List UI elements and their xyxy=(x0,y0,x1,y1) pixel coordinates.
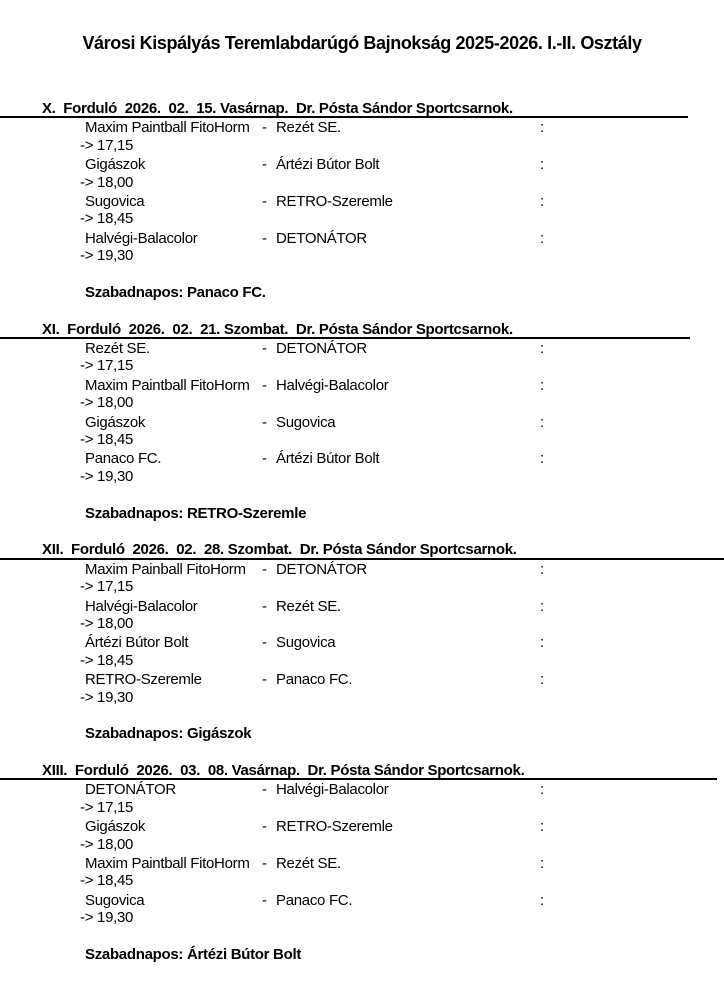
match-time: -> 18,45 xyxy=(80,872,134,890)
round-section-xii xyxy=(0,541,724,743)
home-team: Maxim Paintball FitoHorm xyxy=(85,855,250,873)
score-colon: : xyxy=(540,634,544,652)
match-time: -> 19,30 xyxy=(80,467,134,485)
match-time: -> 18,00 xyxy=(80,394,134,412)
match-row xyxy=(0,560,724,578)
match-time: -> 18,00 xyxy=(80,835,134,853)
home-team: RETRO-Szeremle xyxy=(85,671,202,689)
match-time: -> 18,00 xyxy=(80,614,134,632)
document-title: Városi Kispályás Teremlabdarúgó Bajnokság 2025-2026. I.-II. Osztály xyxy=(82,33,642,53)
round-header: XIII. Forduló 2026. 03. 08. Vasárnap. Dr. Pósta Sándor Sportcsarnok. xyxy=(0,762,717,780)
round-section-xi xyxy=(0,321,724,523)
round-header: XII. Forduló 2026. 02. 28. Szombat. Dr. Pósta Sándor Sportcsarnok. xyxy=(0,541,724,559)
away-team: DETONÁTOR xyxy=(276,340,367,358)
match-row xyxy=(0,449,724,467)
match-row xyxy=(0,633,724,651)
match-time: -> 17,15 xyxy=(80,578,134,596)
score-colon: : xyxy=(540,156,544,174)
home-team: Panaco FC. xyxy=(85,450,162,468)
home-team: Gigászok xyxy=(85,413,146,431)
home-team: Gigászok xyxy=(85,818,146,836)
home-team: Maxim Paintball FitoHorm xyxy=(85,119,250,137)
match-row xyxy=(0,854,724,872)
score-colon: : xyxy=(540,450,544,468)
team-separator: - xyxy=(262,560,267,578)
team-separator: - xyxy=(262,340,267,358)
team-separator: - xyxy=(262,450,267,468)
match-time: -> 18,00 xyxy=(80,173,134,191)
round-section-xiii xyxy=(0,762,724,964)
score-colon: : xyxy=(540,597,544,615)
match-row xyxy=(0,413,724,431)
home-team: Maxim Painball FitoHorm xyxy=(85,560,246,578)
match-row xyxy=(0,192,724,210)
score-colon: : xyxy=(540,229,544,247)
score-colon: : xyxy=(540,560,544,578)
match-row xyxy=(0,670,724,688)
match-row xyxy=(0,780,724,798)
match-time: -> 17,15 xyxy=(80,357,134,375)
match-row xyxy=(0,597,724,615)
home-team: Sugovica xyxy=(85,192,145,210)
home-team: Halvégi-Balacolor xyxy=(85,229,198,247)
score-colon: : xyxy=(540,818,544,836)
team-separator: - xyxy=(262,891,267,909)
match-row xyxy=(0,376,724,394)
away-team: Sugovica xyxy=(276,413,336,431)
score-colon: : xyxy=(540,781,544,799)
match-time: -> 18,45 xyxy=(80,651,134,669)
team-separator: - xyxy=(262,192,267,210)
away-team: Rezét SE. xyxy=(276,597,341,615)
away-team: Panaco FC. xyxy=(276,671,353,689)
match-row xyxy=(0,817,724,835)
score-colon: : xyxy=(540,413,544,431)
away-team: Halvégi-Balacolor xyxy=(276,781,389,799)
score-colon: : xyxy=(540,891,544,909)
round-header: XI. Forduló 2026. 02. 21. Szombat. Dr. Pósta Sándor Sportcsarnok. xyxy=(0,321,690,339)
home-team: Rezét SE. xyxy=(85,340,150,358)
home-team: Maxim Paintball FitoHorm xyxy=(85,376,250,394)
score-colon: : xyxy=(540,376,544,394)
team-separator: - xyxy=(262,781,267,799)
home-team: Sugovica xyxy=(85,891,145,909)
rest-day-note: Szabadnapos: Ártézi Bútor Bolt xyxy=(85,945,302,963)
team-separator: - xyxy=(262,855,267,873)
match-row xyxy=(0,229,724,247)
score-colon: : xyxy=(540,119,544,137)
away-team: DETONÁTOR xyxy=(276,560,367,578)
team-separator: - xyxy=(262,229,267,247)
rest-day-note: Szabadnapos: Panaco FC. xyxy=(85,283,266,301)
away-team: RETRO-Szeremle xyxy=(276,192,393,210)
home-team: Halvégi-Balacolor xyxy=(85,597,198,615)
score-colon: : xyxy=(540,340,544,358)
away-team: Rezét SE. xyxy=(276,855,341,873)
team-separator: - xyxy=(262,156,267,174)
away-team: Halvégi-Balacolor xyxy=(276,376,389,394)
away-team: Ártézi Bútor Bolt xyxy=(276,450,380,468)
home-team: DETONÁTOR xyxy=(85,781,176,799)
round-header: X. Forduló 2026. 02. 15. Vasárnap. Dr. Pósta Sándor Sportcsarnok. xyxy=(0,100,688,118)
away-team: DETONÁTOR xyxy=(276,229,367,247)
away-team: RETRO-Szeremle xyxy=(276,818,393,836)
away-team: Panaco FC. xyxy=(276,891,353,909)
match-time: -> 17,15 xyxy=(80,136,134,154)
match-time: -> 19,30 xyxy=(80,247,134,265)
match-row xyxy=(0,155,724,173)
rest-day-note: Szabadnapos: Gigászok xyxy=(85,725,252,743)
away-team: Sugovica xyxy=(276,634,336,652)
team-separator: - xyxy=(262,597,267,615)
rest-day-note: Szabadnapos: RETRO-Szeremle xyxy=(85,504,307,522)
team-separator: - xyxy=(262,818,267,836)
match-row xyxy=(0,891,724,909)
home-team: Gigászok xyxy=(85,156,146,174)
score-colon: : xyxy=(540,192,544,210)
team-separator: - xyxy=(262,413,267,431)
team-separator: - xyxy=(262,671,267,689)
match-row xyxy=(0,118,724,136)
away-team: Ártézi Bútor Bolt xyxy=(276,156,380,174)
round-section-x xyxy=(0,100,724,302)
match-row xyxy=(0,339,724,357)
match-time: -> 18,45 xyxy=(80,431,134,449)
match-time: -> 17,15 xyxy=(80,798,134,816)
team-separator: - xyxy=(262,376,267,394)
match-time: -> 19,30 xyxy=(80,688,134,706)
score-colon: : xyxy=(540,671,544,689)
home-team: Ártézi Bútor Bolt xyxy=(85,634,189,652)
team-separator: - xyxy=(262,634,267,652)
match-time: -> 18,45 xyxy=(80,210,134,228)
team-separator: - xyxy=(262,119,267,137)
away-team: Rezét SE. xyxy=(276,119,341,137)
score-colon: : xyxy=(540,855,544,873)
match-time: -> 19,30 xyxy=(80,909,134,927)
